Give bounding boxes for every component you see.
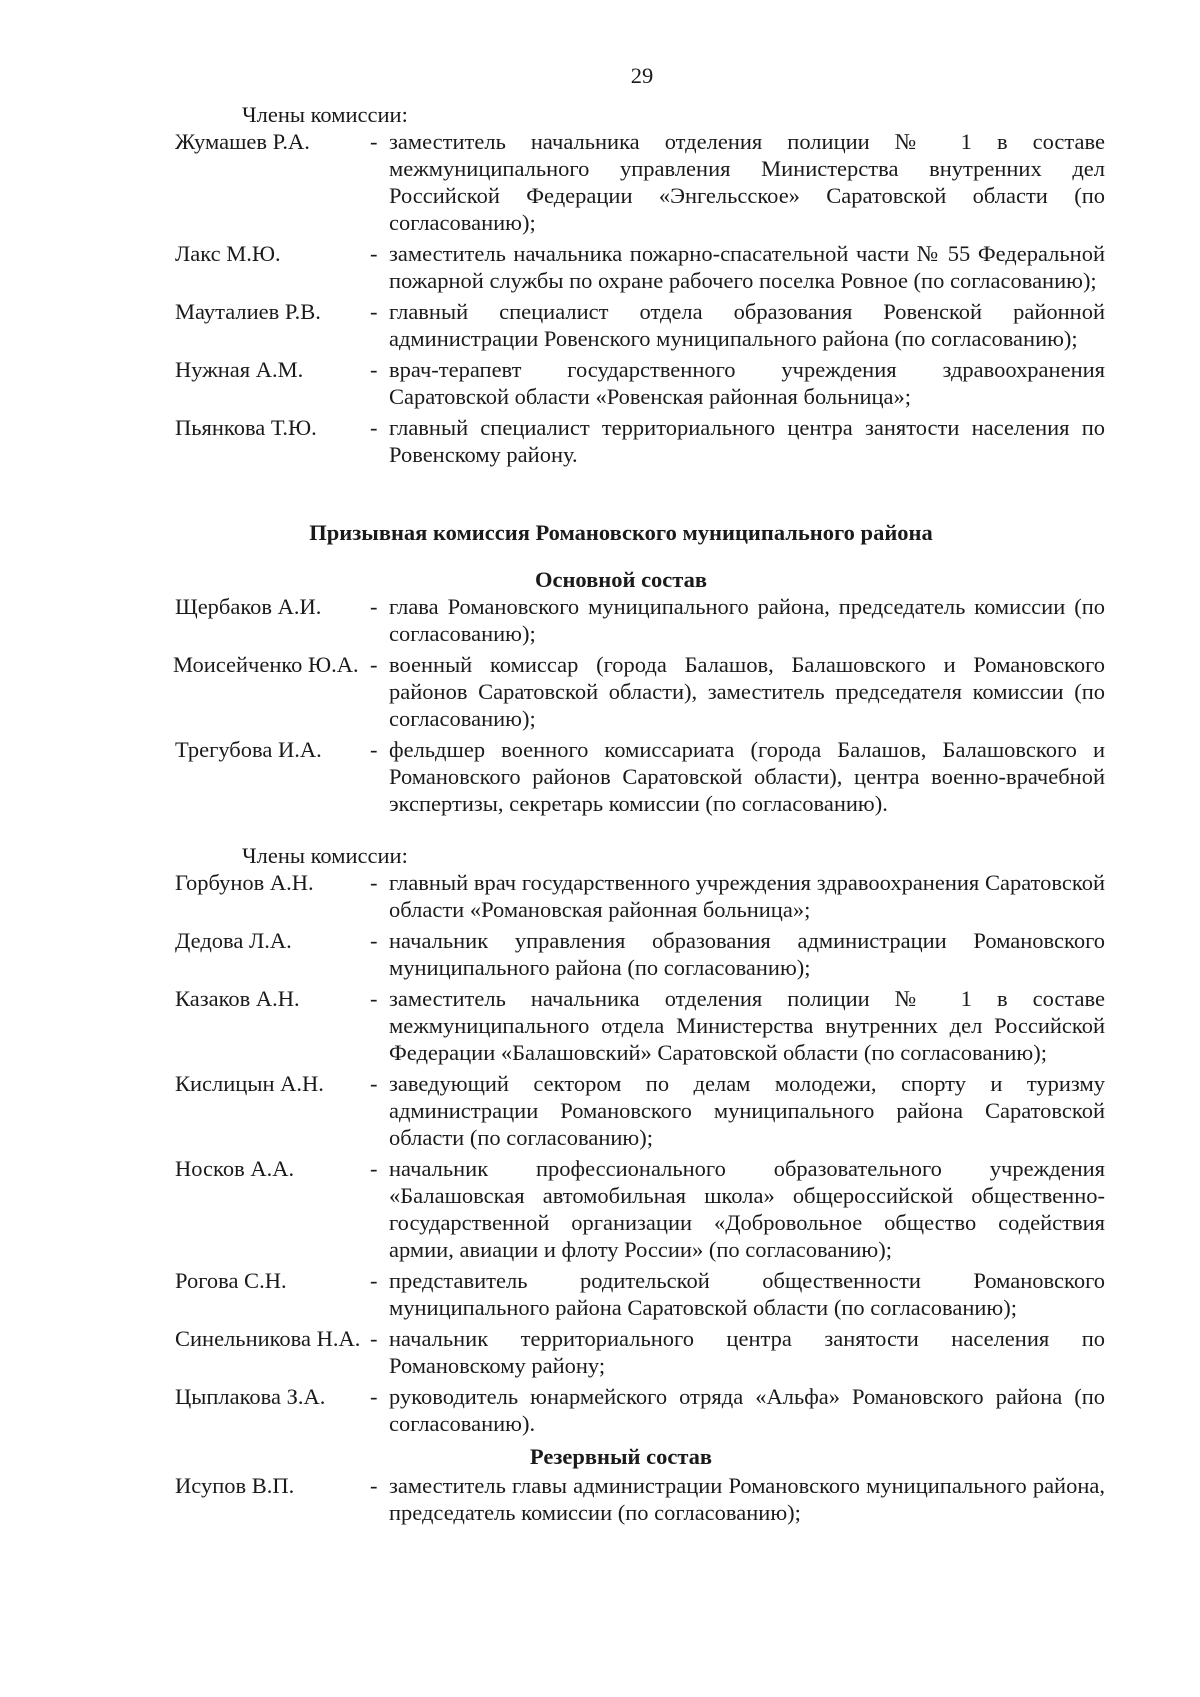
dash: - bbox=[370, 1326, 378, 1351]
members-heading: Члены комиссии: bbox=[242, 843, 408, 868]
member-entry bbox=[0, 1267, 1200, 1321]
member-description: врач-терапевт государственного учреждения здравоохранения Саратовской области «Ровенская районная больница»; bbox=[389, 357, 1105, 409]
member-entry bbox=[0, 927, 1200, 981]
member-description: заместитель главы администрации Романовского муниципального района, председатель комиссии (по согласованию); bbox=[389, 1473, 1105, 1525]
member-description: представитель родительской общественности Романовского муниципального района Саратовской области (по согласованию); bbox=[389, 1268, 1105, 1320]
dash: - bbox=[370, 594, 378, 619]
dash: - bbox=[370, 299, 378, 324]
member-entry bbox=[0, 128, 1200, 236]
member-name: Кислицын А.Н. bbox=[175, 1071, 324, 1096]
member-description: главный специалист территориального центра занятости населения по Ровенскому району. bbox=[389, 415, 1105, 467]
section2-main bbox=[0, 519, 1200, 817]
dash: - bbox=[370, 1156, 378, 1181]
member-entry bbox=[0, 593, 1200, 647]
member-entry bbox=[0, 736, 1200, 817]
member-description: начальник управления образования администрации Романовского муниципального района (по согласованию); bbox=[389, 928, 1105, 980]
member-description: фельдшер военного комиссариата (города Балашов, Балашовского и Романовского районов Саратовской области), центра военно-врачебной экспертизы, секретарь комиссии (по согласованию). bbox=[389, 737, 1105, 816]
dash: - bbox=[370, 1473, 378, 1498]
member-name: Носков А.А. bbox=[175, 1156, 295, 1181]
dash: - bbox=[370, 652, 378, 677]
member-description: заместитель начальника отделения полиции № 1 в составе межмуниципального отдела Министерства внутренних дел Российской Федерации «Балашовский» Саратовской области (по согласованию); bbox=[389, 986, 1105, 1065]
member-description: заместитель начальника отделения полиции № 1 в составе межмуниципального управления Министерства внутренних дел Российской Федерации «Энгельсское» Саратовской области (по согласованию); bbox=[389, 129, 1105, 235]
member-description: начальник профессионального образовательного учреждения «Балашовская автомобильная школа» общероссийской общественно-государственной организации «Добровольное общество содействия армии, авиации и флоту России» (по согласованию); bbox=[389, 1156, 1105, 1262]
member-entry bbox=[0, 356, 1200, 410]
member-description: заместитель начальника пожарно-спасательной части № 55 Федеральной пожарной службы по охране рабочего поселка Ровное (по согласованию); bbox=[389, 241, 1105, 293]
dash: - bbox=[370, 1384, 378, 1409]
member-entry bbox=[0, 1155, 1200, 1263]
dash: - bbox=[370, 737, 378, 762]
section2-members bbox=[0, 842, 1200, 1437]
dash: - bbox=[370, 415, 378, 440]
member-entry bbox=[0, 1325, 1200, 1379]
member-entry bbox=[0, 869, 1200, 923]
member-name: Жумашев Р.А. bbox=[175, 129, 310, 154]
member-name: Синельникова Н.А. bbox=[175, 1326, 361, 1351]
commission-title: Призывная комиссия Романовского муниципального района bbox=[309, 520, 933, 545]
member-entry bbox=[0, 1472, 1200, 1526]
member-name: Трегубова И.А. bbox=[175, 737, 322, 762]
dash: - bbox=[370, 241, 378, 266]
member-description: заведующий сектором по делам молодежи, спорту и туризму администрации Романовского муниципального района Саратовской области (по согласованию); bbox=[389, 1071, 1105, 1150]
dash: - bbox=[370, 928, 378, 953]
member-name: Казаков А.Н. bbox=[175, 986, 300, 1011]
dash: - bbox=[370, 129, 378, 154]
member-description: главный врач государственного учреждения здравоохранения Саратовской области «Романовская районная больница»; bbox=[389, 870, 1105, 922]
reserve-composition-heading: Резервный состав bbox=[529, 1444, 713, 1469]
members-heading: Члены комиссии: bbox=[242, 102, 408, 127]
member-name: Щербаков А.И. bbox=[175, 594, 322, 619]
section2-reserve bbox=[0, 1443, 1200, 1526]
member-entry bbox=[0, 298, 1200, 352]
member-description: главный специалист отдела образования Ровенской районной администрации Ровенского муниципального района (по согласованию); bbox=[389, 299, 1105, 351]
dash: - bbox=[370, 357, 378, 382]
member-name: Моисейченко Ю.А. bbox=[173, 652, 359, 677]
member-description: глава Романовского муниципального района, председатель комиссии (по согласованию); bbox=[389, 594, 1105, 646]
member-name: Исупов В.П. bbox=[175, 1473, 295, 1498]
dash: - bbox=[370, 1071, 378, 1096]
member-entry bbox=[0, 985, 1200, 1066]
member-description: руководитель юнармейского отряда «Альфа» Романовского района (по согласованию). bbox=[389, 1384, 1105, 1436]
section1-members bbox=[0, 101, 1200, 468]
member-name: Рогова С.Н. bbox=[175, 1268, 287, 1293]
member-entry bbox=[0, 1383, 1200, 1437]
member-name: Цыплакова З.А. bbox=[175, 1384, 326, 1409]
dash: - bbox=[370, 1268, 378, 1293]
member-name: Горбунов А.Н. bbox=[175, 870, 314, 895]
member-description: военный комиссар (города Балашов, Балашовского и Романовского районов Саратовской области), заместитель председателя комиссии (по согласованию); bbox=[389, 652, 1105, 731]
member-name: Лакс М.Ю. bbox=[175, 241, 281, 266]
member-entry bbox=[0, 1070, 1200, 1151]
member-name: Дедова Л.А. bbox=[175, 928, 292, 953]
member-description: начальник территориального центра занятости населения по Романовскому району; bbox=[389, 1326, 1105, 1378]
member-entry bbox=[0, 414, 1200, 468]
dash: - bbox=[370, 986, 378, 1011]
member-name: Пьянкова Т.Ю. bbox=[175, 415, 317, 440]
page-number: 29 bbox=[630, 63, 654, 88]
dash: - bbox=[370, 870, 378, 895]
member-name: Мауталиев Р.В. bbox=[175, 299, 321, 324]
member-entry bbox=[0, 240, 1200, 294]
member-entry bbox=[0, 651, 1200, 732]
main-composition-heading: Основной состав bbox=[534, 567, 708, 592]
member-name: Нужная А.М. bbox=[175, 357, 304, 382]
